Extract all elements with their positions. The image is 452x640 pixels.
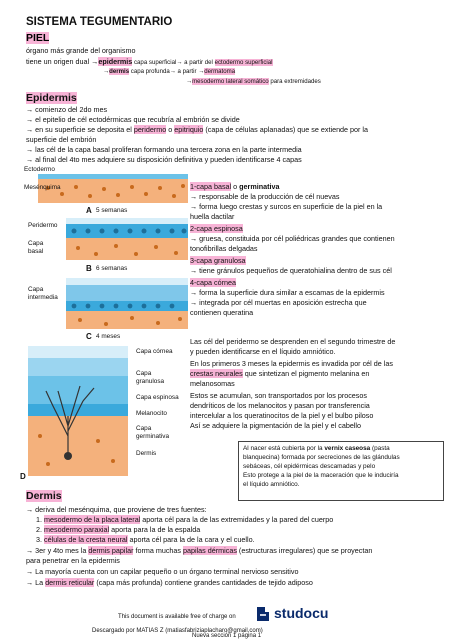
panel-d-letter: D	[20, 472, 26, 481]
capa-3-line-1: → tiene gránulos pequeños de queratohialina dentro de sus cél	[190, 266, 392, 275]
label-ectodermo: Ectodermo	[24, 166, 55, 173]
footer-available-text: This document is available free of charge on	[118, 614, 236, 620]
label-capa-granulosa: Capa granulosa	[136, 370, 165, 385]
note-line-1: Al nacer está cubierta por la vernix caseosa (pasta	[243, 445, 390, 452]
panel-b-tissue	[66, 218, 188, 262]
epidermis-bullet-1: → comienzo del 2do mes	[26, 105, 108, 114]
dermis-line-5: → La dermis reticular (capa más profunda) contiene grandes cantidades de tejido adiposo	[26, 578, 313, 587]
capa-4-heading: 4-capa córnea	[190, 278, 236, 287]
note-line-4: Esto protege a la piel de la maceración que le induciría	[243, 472, 399, 479]
vernix-note-box	[238, 441, 444, 501]
capa-2-line-2: tonofibrillas delgadas	[190, 244, 258, 253]
dermis-item-2: 2. mesodermo paraxial aporta para la de la espalda	[36, 525, 201, 534]
para-line-5: melanosomas	[190, 379, 235, 388]
panel-c-caption: 4 meses	[96, 333, 121, 340]
label-melanocito: Melanocito	[136, 410, 167, 417]
epidermis-bullet-3-cont: superficie del embrión	[26, 135, 97, 144]
label-peridermo: Peridermo	[28, 222, 58, 229]
label-mesenquima: Mesénquima	[24, 184, 61, 191]
capa-3-heading: 3-capa granulosa	[190, 256, 246, 265]
para-line-9: Así se adquiere la pigmentación de la piel y el cabello	[190, 421, 362, 430]
footer-download-text: Descargado por MATIAS Z (matiasfabriziaplacharo@gmail.com)	[92, 628, 263, 634]
epidermis-bullet-4: → las cél de la capa basal proliferan formando una tercera zona en la parte intermedia	[26, 145, 302, 154]
note-line-2: blanquecina) formada por secreciones de las glándulas	[243, 454, 400, 461]
para-line-1: Las cél del peridermo se desprenden en el segundo trimestre de	[190, 337, 396, 346]
epidermis-bullet-2: → el epitelio de cél ectodérmicas que recubría al embrión se divide	[26, 115, 240, 124]
capa-2-heading: 2-capa espinosa	[190, 224, 243, 233]
epidermis-development-figure	[20, 166, 188, 486]
label-capa-cornea: Capa córnea	[136, 348, 173, 355]
dermis-line-2: → 3er y 4to mes la dermis papilar forma muchas papilas dérmicas (estructuras irregulares) que se proyectan	[26, 546, 373, 555]
capa-1-line-1: → responsable de la producción de cél nuevas	[190, 192, 340, 201]
label-dermis: Dermis	[136, 450, 157, 457]
section-heading-dermis: Dermis	[26, 490, 62, 502]
para-line-3: En los primeros 3 meses la epidermis es invadida por cél de las	[190, 359, 393, 368]
label-capa-espinosa: Capa espinosa	[136, 394, 179, 401]
dermis-line-1: → deriva del mesénquima, que proviene de tres fuentes:	[26, 505, 207, 514]
piel-line-1: órgano más grande del organismo	[26, 46, 136, 55]
capa-1-line-2: → forma luego crestas y surcos en superficie de la piel en la	[190, 202, 383, 211]
para-line-8: intercelular a los queratinocitos de la piel y el bulbo piloso	[190, 411, 374, 420]
note-line-3: sebáceas, cél epidérmicas descamadas y pelo	[243, 463, 376, 470]
page-title: SISTEMA TEGUMENTARIO	[26, 16, 173, 28]
label-capa-germinativa: Capa germinativa	[136, 425, 170, 440]
dermis-line-3: para penetrar en la epidermis	[26, 556, 120, 565]
panel-c-letter: C	[86, 332, 92, 341]
dermis-item-1: 1. mesodermo de la placa lateral aporta cél para la de las extremidades y la pared del cuerpo	[36, 515, 334, 524]
panel-b-letter: B	[86, 264, 92, 273]
capa-4-line-2: → integrada por cél muertas en aposición estrecha que	[190, 298, 367, 307]
piel-line-4: →mesodermo lateral somático para extremidades	[186, 78, 321, 85]
panel-b-caption: 6 semanas	[96, 265, 128, 272]
para-line-4: crestas neurales que sintetizan el pigmento melanina en	[190, 369, 370, 378]
dermis-item-3: 3. células de la cresta neural aporta cél para la de la cara y el cuello.	[36, 535, 255, 544]
studocu-brand[interactable]: studocu	[274, 605, 329, 621]
label-capa-intermedia: Capa intermedia	[28, 286, 58, 301]
label-capa-basal: Capa basal	[28, 240, 44, 255]
dermis-line-4: → La mayoría cuenta con un capilar pequeño o un órgano terminal nervioso sensitivo	[26, 567, 299, 576]
panel-d-tissue	[28, 346, 128, 478]
piel-line-2: tiene un origen dual →epidermis capa superficial→ a partir del ectodermo superficial	[26, 57, 273, 66]
piel-line-3: →dermis capa profunda→ a partir →dermatoma	[103, 68, 236, 75]
capa-4-line-1: → forma la superficie dura similar a escamas de la epidermis	[190, 288, 385, 297]
studocu-logo-icon	[254, 605, 272, 623]
capa-2-line-1: → gruesa, constituida por cél poliédricas grandes que contienen	[190, 234, 395, 243]
section-heading-epidermis: Epidermis	[26, 92, 77, 104]
capa-4-line-3: contienen queratina	[190, 308, 254, 317]
epidermis-bullet-5: → al final del 4to mes adquiere su disposición definitiva y pueden identificarse 4 capas	[26, 155, 302, 164]
panel-c-tissue	[66, 278, 188, 330]
footer-page-text: Nueva sección 1 página 1	[192, 633, 262, 639]
capa-1-heading: 1-capa basal o germinativa	[190, 182, 280, 191]
para-line-6: Estos se acumulan, son transportados por los procesos	[190, 391, 367, 400]
para-line-2: y pueden identificarse en el líquido amniótico.	[190, 347, 336, 356]
epidermis-bullet-3: → en su superficie se deposita el peridermo o epitriquio (capa de células aplanadas) que se extiende por la	[26, 125, 369, 134]
note-line-5: el líquido amniótico.	[243, 481, 300, 488]
capa-1-line-3: huella dactilar	[190, 212, 235, 221]
panel-a-letter: A	[86, 206, 92, 215]
panel-a-caption: 5 semanas	[96, 207, 128, 214]
para-line-7: dendríticos de los melanocitos y pasan por transferencia	[190, 401, 370, 410]
section-heading-piel: PIEL	[26, 32, 50, 44]
